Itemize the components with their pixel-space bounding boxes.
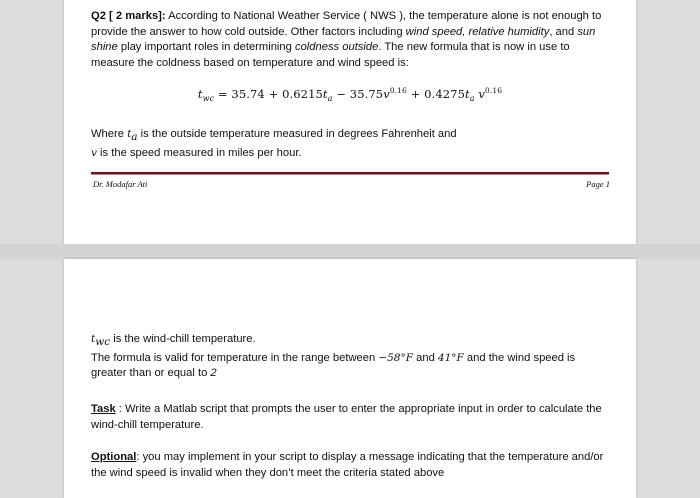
twc-sub: wc [95,336,111,349]
twc-text: is the wind-chill temperature. [110,333,256,345]
question-label: Q2 [ 2 marks]: [91,10,166,22]
where-rest: is the outside temperature measured in degrees Fahrenheit and [137,128,457,140]
document-page-2 [64,259,636,498]
formula-exp: 0.16 [389,86,407,95]
where-text: Where [91,128,128,140]
definition-paragraph [91,332,611,382]
factor-wind-text: wind speed, relative humidity [405,25,550,38]
formula-term3: + 0.4275 [406,86,466,101]
wind-min: 2 [210,367,217,380]
formula-exp: 0.16 [484,86,503,95]
formula-var: v [383,86,390,101]
coldness-term: coldness outside [294,41,379,53]
wind-chill-formula [64,86,636,103]
valid-text: and the wind speed is greater than or equal to [91,351,576,380]
task-label: Task [91,403,116,415]
document-page-1 [64,0,636,244]
v-rest: is the speed measured in miles per hour. [96,146,302,159]
where-var-sub: a [131,131,138,144]
page-gap [0,244,700,259]
intro-text: . The new formula that is now in use to measure the coldness based on temperature and wind speed is: [91,41,570,69]
intro-text: play important roles in determining [117,41,295,53]
formula-lhs: t [197,86,203,101]
where-paragraph [91,127,611,161]
formula-sub: a [469,94,475,104]
valid-text: and [413,351,438,364]
formula-term1: 35.74 + 0.6215 [231,86,323,101]
task-paragraph [91,402,611,433]
range-high: 41°F [437,351,464,364]
footer-rule-thin [91,174,609,175]
optional-paragraph [91,450,611,481]
v-var: v [91,146,97,159]
twc-var: t [91,333,96,345]
formula-var: t [465,86,470,101]
formula-sub: a [327,94,333,104]
footer-author: Dr. Modafar Ati [93,179,148,189]
formula-var: t [322,86,328,101]
task-text: : Write a Matlab script that prompts the user to enter the appropriate input in order to calculate the wind-chill temperature. [91,403,602,431]
formula-lhs-sub: wc [202,94,215,104]
formula-var: v [474,86,485,101]
optional-text: : you may implement in your script to display a message indicating that the temperature and/or the wind speed is invalid when they don’t meet the criteria stated above [91,451,604,479]
footer-page-number: Page 1 [586,179,610,189]
factor-sun-text: sun shine [91,25,596,53]
valid-text: The formula is valid for temperature in the range between [91,351,379,364]
where-var: t [127,128,132,140]
formula-term2: − 35.75 [332,86,384,101]
intro-text: According to National Weather Service ( NWS ), the temperature alone is not enough to provide the answer to how cold outside. Other factors including [91,10,602,38]
optional-label: Optional [91,451,137,463]
intro-text: , and [549,25,578,38]
formula-equals: = [214,86,232,101]
range-low: −58°F [378,351,414,364]
question-paragraph [91,9,611,71]
